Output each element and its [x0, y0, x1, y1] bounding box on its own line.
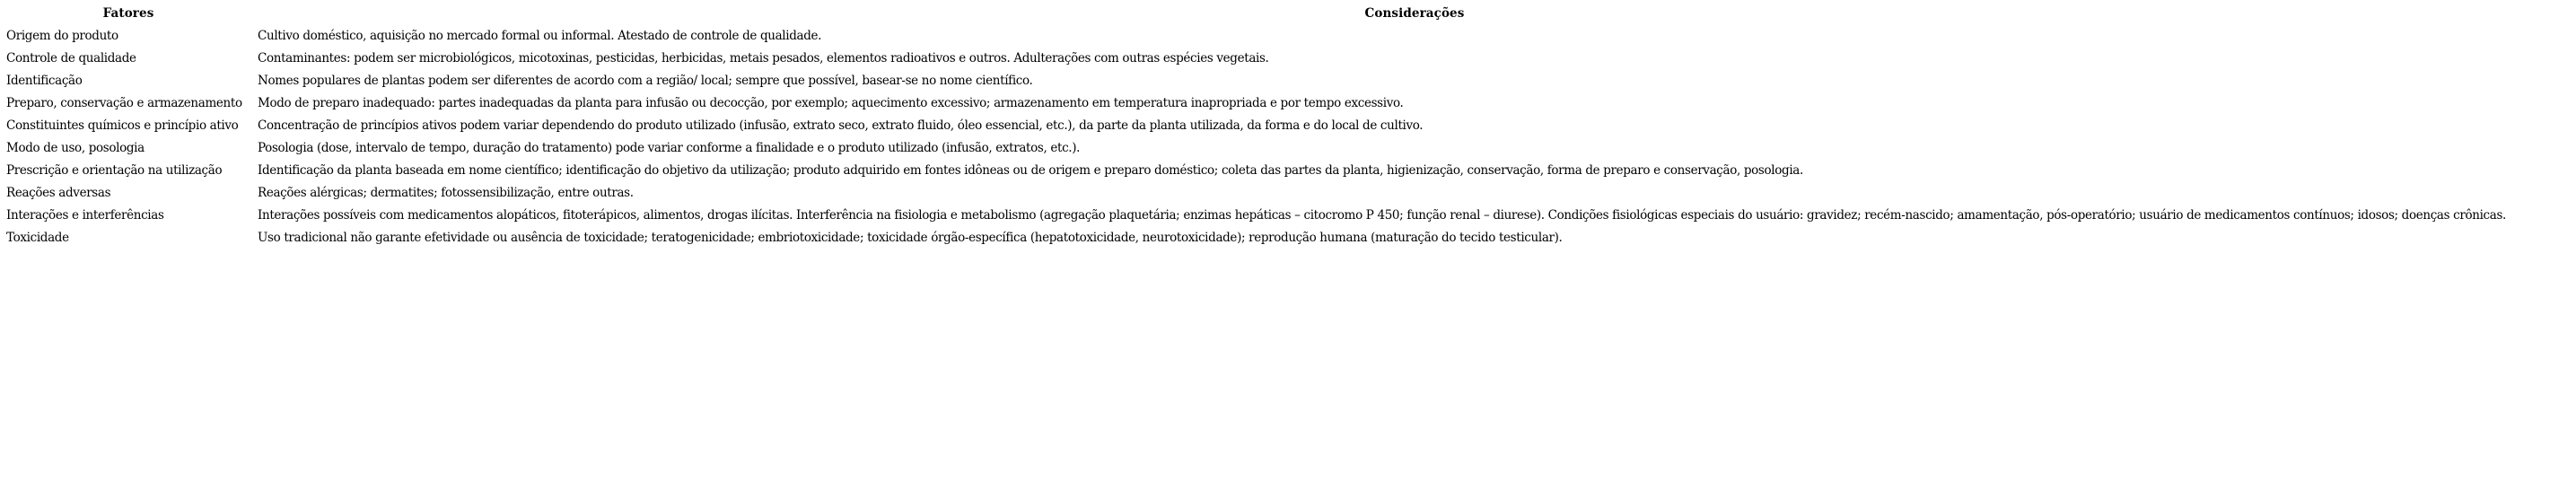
- header-consideracoes: Considerações: [1364, 6, 1465, 21]
- consideracao-cell: Uso tradicional não garante efetividade ou ausência de toxicidade; teratogenicidade; embriotoxicidade; toxicidade órgão-específica (hepatotoxicidade, neurotoxicidade); reprodução humana (maturação do tecido testicular).: [258, 230, 1563, 245]
- table-row: [3, 136, 2575, 159]
- consideracao-cell: Reações alérgicas; dermatites; fotossensibilização, entre outras.: [258, 185, 634, 200]
- table-row: [3, 159, 2575, 181]
- fator-cell: Modo de uso, posologia: [6, 140, 145, 155]
- fator-cell: Prescrição e orientação na utilização: [6, 162, 223, 178]
- fator-cell: Interações e interferências: [6, 207, 164, 223]
- fator-cell: Origem do produto: [6, 28, 118, 43]
- consideracao-cell: Contaminantes: podem ser microbiológicos, micotoxinas, pesticidas, herbicidas, metais pesados, elementos radioativos e outros. Adulterações com outras espécies vegetais.: [258, 50, 1269, 66]
- consideracao-cell: Posologia (dose, intervalo de tempo, duração do tratamento) pode variar conforme a finalidade e o produto utilizado (infusão, extratos, etc.).: [258, 140, 1081, 155]
- table-header: [3, 3, 2575, 24]
- consideracao-cell: Interações possíveis com medicamentos alopáticos, fitoterápicos, alimentos, drogas ilícitas. Interferência na fisiologia e metabolismo (agregação plaquetária; enzimas hepáticas – citocromo P 450; função renal – diurese). Condições fisiológicas especiais do usuário: gravidez; recém-nascido; amamentação, pós-operatório; usuário de medicamentos contínuos; idosos; doenças crônicas.: [258, 207, 2506, 223]
- fator-cell: Constituintes químicos e princípio ativo: [6, 118, 239, 133]
- header-fatores: Fatores: [102, 6, 154, 21]
- fator-cell: Reações adversas: [6, 185, 111, 200]
- table-row: [3, 92, 2575, 114]
- factors-table: [3, 3, 2575, 249]
- table-row: [3, 47, 2575, 69]
- consideracao-cell: Modo de preparo inadequado: partes inadequadas da planta para infusão ou decocção, por exemplo; aquecimento excessivo; armazenamento em temperatura inapropriada e por tempo excessivo.: [258, 95, 1404, 110]
- fator-cell: Controle de qualidade: [6, 50, 136, 66]
- table-row: [3, 24, 2575, 47]
- table-row: [3, 69, 2575, 92]
- consideracao-cell: Concentração de princípios ativos podem variar dependendo do produto utilizado (infusão, extrato seco, extrato fluido, óleo essencial, etc.), da parte da planta utilizada, da forma e do local de cultivo.: [258, 118, 1424, 133]
- fator-cell: Preparo, conservação e armazenamento: [6, 95, 242, 110]
- header-row: [3, 3, 2575, 24]
- table-row: [3, 181, 2575, 204]
- table-row: [3, 226, 2575, 249]
- table-body: [3, 24, 2575, 249]
- table-row: [3, 204, 2575, 226]
- consideracao-cell: Cultivo doméstico, aquisição no mercado formal ou informal. Atestado de controle de qualidade.: [258, 28, 822, 43]
- consideracao-cell: Identificação da planta baseada em nome científico; identificação do objetivo da utilização; produto adquirido em fontes idôneas ou de origem e preparo doméstico; coleta das partes da planta, higienização, conservação, forma de preparo e conservação, posologia.: [258, 162, 1803, 178]
- fator-cell: Identificação: [6, 73, 83, 88]
- table-row: [3, 114, 2575, 136]
- fator-cell: Toxicidade: [6, 230, 69, 245]
- consideracao-cell: Nomes populares de plantas podem ser diferentes de acordo com a região/ local; sempre que possível, basear-se no nome científico.: [258, 73, 1033, 88]
